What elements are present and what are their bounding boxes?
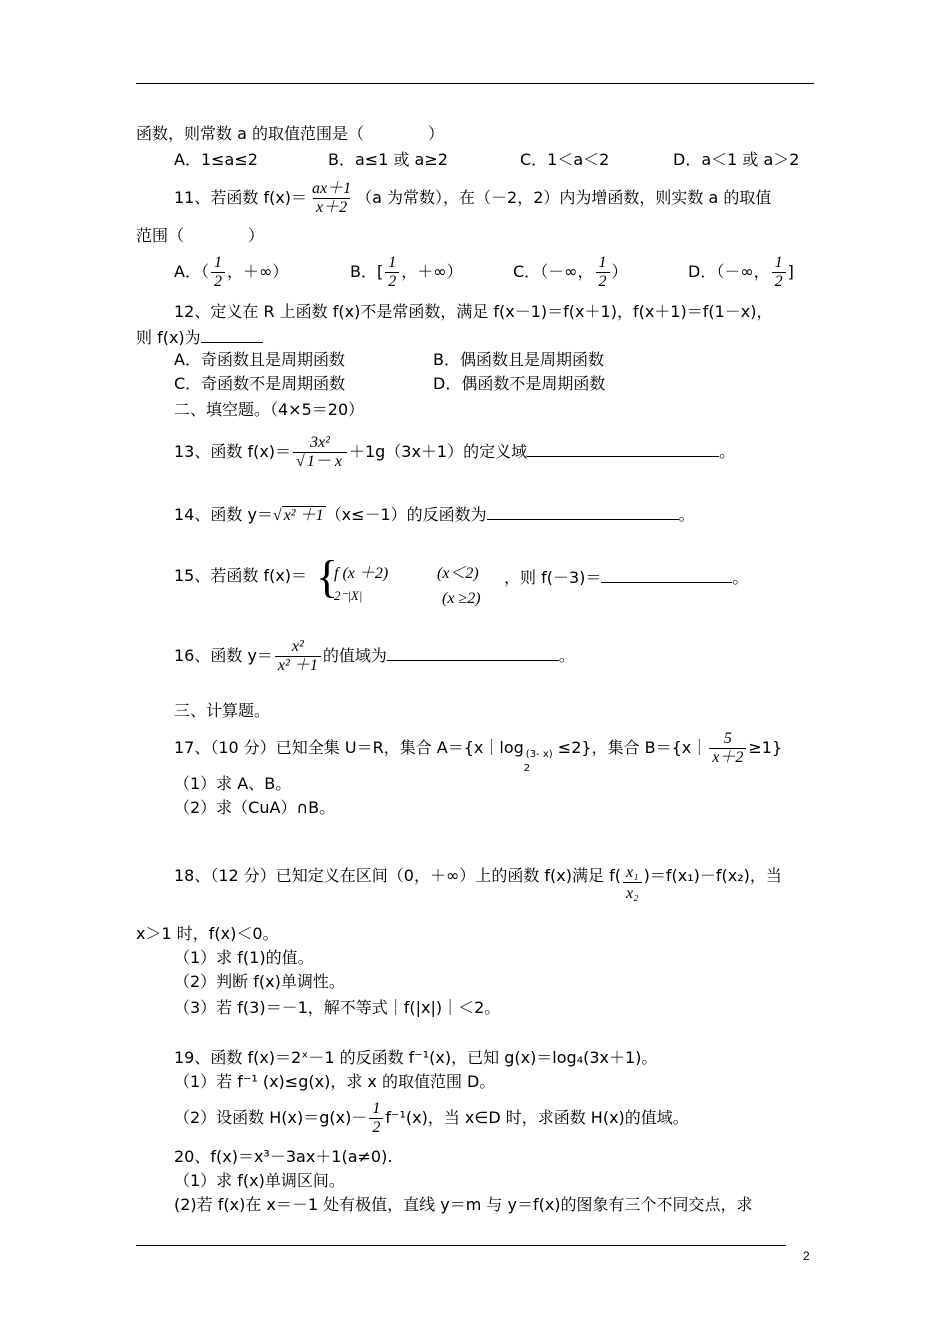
q11-option-a: A．（ $\frac{1}{2}$ ，＋∞） [174,254,289,290]
q11-line2: 范围（ ） [136,226,265,245]
q12-line1: 12、定义在 R 上函数 f(x)不是常函数，满足 f(x－1)＝f(x＋1)，f(x＋1)＝f(1－x)， [174,302,773,321]
q15-brace: { [316,551,339,602]
q12-answer-blank [201,326,263,343]
q12-option-d: D．偶函数不是周期函数 [433,374,606,393]
section2-heading: 二、填空题。（4×5＝20） [174,400,365,419]
q18-fraction: $\frac{\text{x₁}}{\text{x₂}}$ [623,864,642,905]
q10-option-d: D．a＜1 或 a＞2 [673,150,800,169]
q15-tail: ，则 f(－3)＝ 。 [504,568,749,587]
q10-option-b: B．a≤1 或 a≥2 [328,150,448,169]
q19-part1: （1）若 f⁻¹ (x)≤g(x)，求 x 的取值范围 D。 [174,1072,496,1091]
q11-frac-den: x＋2 [313,198,350,217]
q11-prefix: 11、若函数 f(x)＝ [174,188,308,207]
q18-line2: x＞1 时，f(x)＜0。 [136,924,279,943]
q15-prefix: 15、若函数 f(x)＝ [174,566,308,585]
q14-sqrt: √ x² ＋1 [272,507,324,524]
q13-fraction: $\frac{\text{3x²}}{√ 1- x}$ [293,434,347,471]
q17-stem: 17、（10 分）已知全集 U＝R，集合 A＝{x｜log 2 (3- x) ≤2}，集合 B＝{x｜ $\frac{5}{x+2}$ ≥1} [174,730,783,774]
q19-part2: （2）设函数 H(x)＝g(x)－ $\frac{1}{2}$ f⁻¹(x)，当 x∈D 时，求函数 H(x)的值域。 [174,1100,689,1136]
q13-stem: 13、函数 f(x)＝ $\frac{\text{3x²}}{√ 1- x}$ ＋1g（3x＋1）的定义域 。 [174,434,736,470]
q16-stem: 16、函数 y＝ $\frac{\text{x²}}{\text{x² ＋1}}$ 的值域为 。 [174,638,575,674]
q15-cond2: (x ≥2) [442,590,481,607]
q12-option-a: A．奇函数且是周期函数 [174,350,345,369]
q11-option-d: D．（－∞， $\frac{1}{2}$ ] [688,254,794,290]
q19-line1: 19、函数 f(x)＝2ˣ－1 的反函数 f⁻¹(x)，已知 g(x)＝log₄(3x＋1)。 [174,1048,658,1067]
q16-fraction: $\frac{\text{x²}}{\text{x² ＋1}}$ [275,638,321,675]
q17-part1: （1）求 A、B。 [174,774,292,793]
q18-part1: （1）求 f(1)的值。 [174,948,314,967]
q18-part3: （3）若 f(3)＝－1，解不等式｜f(|x|)｜＜2。 [174,998,501,1017]
q12-option-b: B．偶函数且是周期函数 [433,350,604,369]
header-rule [136,83,814,84]
q17-part2: （2）求（CuA）∩B。 [174,798,336,817]
section3-heading: 三、计算题。 [174,701,271,720]
q11-suffix: （a 为常数），在（－2，2）内为增函数，则实数 a 的取值 [356,188,772,207]
q16-answer-blank [387,644,559,661]
q11-option-c: C．（－∞， $\frac{1}{2}$ ） [513,254,628,290]
q10-option-a: A．1≤a≤2 [174,150,258,169]
q10-option-c: C．1＜a＜2 [520,150,610,169]
q15-case2: 2⁻|X| [334,588,363,603]
footer-rule [136,1245,786,1246]
q17-fraction: $\frac{5}{x+2}$ [709,730,746,767]
q13-answer-blank [527,440,719,457]
q15-case1: f (x ＋2) [334,565,389,582]
q19-fraction: $\frac{1}{2}$ [369,1100,383,1137]
q10-stem: 函数，则常数 a 的取值范围是（ ） [136,124,444,143]
q18-stem: 18、（12 分）已知定义在区间（0，＋∞）上的函数 f(x)满足 f( $\frac{\text{x₁}}{\text{x₂}}$ )＝f(x₁)－f(x₂)，当 [174,856,782,905]
q20-part2: (2)若 f(x)在 x＝－1 处有极值，直线 y＝m 与 y＝f(x)的图象有三个不同交点，求 [174,1195,753,1214]
q11-option-b: B．[ $\frac{1}{2}$ ，＋∞） [350,254,463,290]
q12-option-c: C．奇函数不是周期函数 [174,374,346,393]
q20-part1: （1）求 f(x)单调区间。 [174,1171,345,1190]
q14-answer-blank [487,503,679,520]
q15-cond1: (x＜2) [437,565,479,582]
page-number: 2 [803,1249,810,1263]
q18-part2: （2）判断 f(x)单调性。 [174,972,345,991]
q20-line1: 20、f(x)＝x³－3ax＋1(a≠0). [174,1147,393,1166]
q11-options [174,252,814,294]
q17-log-script: 2 (3- x) [523,748,553,774]
q11-stem [174,178,771,218]
q11-frac-num: ax＋1 [312,180,352,197]
q14-stem: 14、函数 y＝√ x² ＋1 （x≤－1）的反函数为 。 [174,505,695,524]
q11-fraction [309,180,354,217]
q12-line2: 则 f(x)为 [136,326,263,348]
q15-answer-blank [601,566,732,583]
